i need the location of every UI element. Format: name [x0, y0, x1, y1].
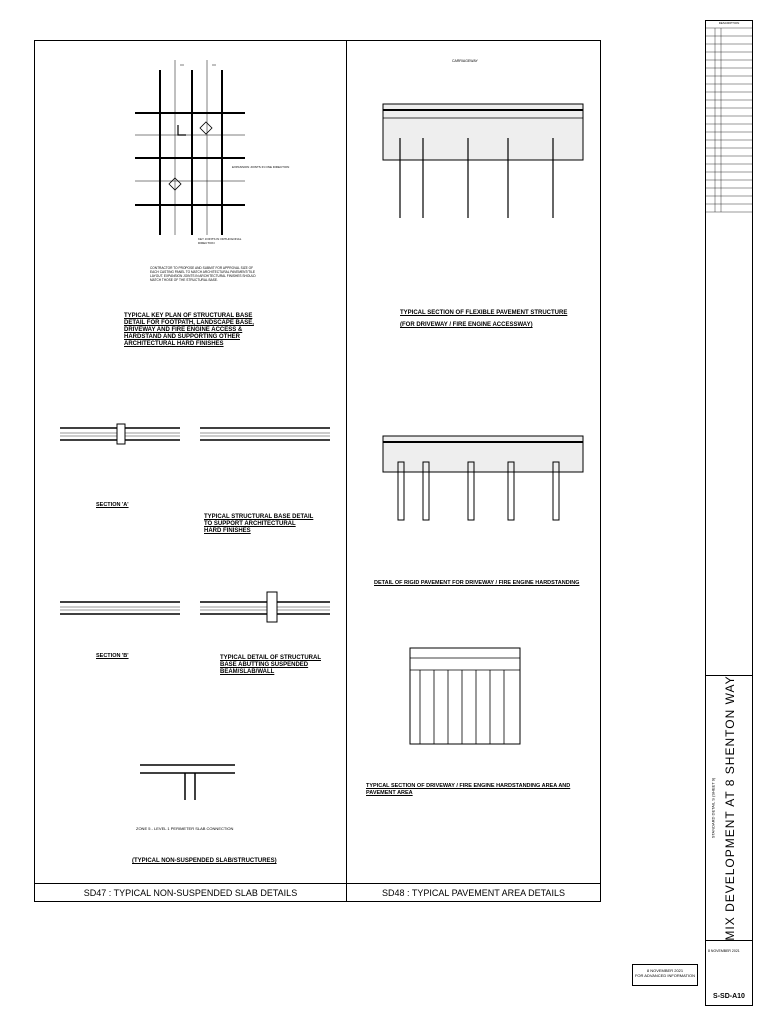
description-header: DESCRIPTION — [718, 21, 740, 25]
section-b-drawing — [55, 590, 335, 640]
zone-title: ZONE 5 - LEVEL 1 PERIMETER SLAB CONNECTION — [136, 826, 234, 831]
non-suspended-title: (TYPICAL NON-SUSPENDED SLAB/STRUCTURES) — [132, 858, 277, 864]
flexible-pavement-title: TYPICAL SECTION OF FLEXIBLE PAVEMENT STRUCTURE — [400, 310, 568, 316]
left-footer-divider — [34, 883, 347, 884]
key-joint-label: KEY JOINTS IN ORTHOGONAL DIRECTION — [198, 237, 242, 245]
key-plan-title: TYPICAL KEY PLAN OF STRUCTURAL BASE DETAIL FOR FOOTPATH, LANDSCAPE BASE, DRIVEWAY AND FIRE ENGINE ACCESS & HARDSTAND AND SUPPORTING OTHER ARCHITECTURAL HARD FINISHES — [124, 313, 254, 347]
carriageway-label: CARRIAGEWAY — [452, 59, 478, 63]
left-panel-footer: SD47 : TYPICAL NON-SUSPENDED SLAB DETAILS — [83, 888, 298, 898]
key-plan-note: CONTRACTOR TO PROPOSE AND SUBMIT FOR APPROVAL SIZE OF EACH CASTING PANEL TO MATCH ARCHITECTURAL PAVEMENT/TILE LAYOUT. EXPANSION JOINTS IN ARCHITECTURAL FINISHES SHOULD MATCH THOSE OF THE STRUCTURAL BASE. — [150, 266, 256, 282]
rigid-pavement-title: DETAIL OF RIGID PAVEMENT FOR DRIVEWAY / FIRE ENGINE HARDSTANDING — [374, 580, 580, 586]
right-panel-footer: SD48 : TYPICAL PAVEMENT AREA DETAILS — [382, 888, 565, 898]
revision-table — [705, 28, 753, 218]
hardstanding-title: TYPICAL SECTION OF DRIVEWAY / FIRE ENGINE HARDSTANDING AREA AND PAVEMENT AREA — [366, 783, 571, 796]
advanced-info-stamp — [632, 964, 698, 986]
project-title-text: MIX DEVELOPMENT AT 8 SHENTON WAY — [723, 675, 737, 941]
rigid-pavement-drawing — [378, 428, 588, 528]
drawing-description-text: STANDARD DETAIL S (SHEET 9) — [710, 777, 716, 839]
stamp-purpose: FOR ADVANCED INFORMATION — [634, 973, 696, 978]
section-a-label: SECTION 'A' — [96, 502, 129, 508]
key-plan-grid — [120, 60, 250, 260]
flexible-pavement-drawing — [378, 98, 588, 228]
base-detail-title: TYPICAL STRUCTURAL BASE DETAIL TO SUPPORT ARCHITECTURAL HARD FINISHES — [204, 514, 314, 534]
section-a-drawing — [55, 400, 335, 470]
drawing-number: S-SD-A10 — [713, 993, 745, 1000]
title-block-date: 8 NOVEMBER 2021 — [708, 949, 740, 953]
flexible-pavement-subtitle: (FOR DRIVEWAY / FIRE ENGINE ACCESSWAY) — [400, 322, 533, 328]
abutting-title: TYPICAL DETAIL OF STRUCTURAL BASE ABUTTING SUSPENDED BEAM/SLAB/WALL — [220, 655, 321, 675]
hardstanding-drawing — [408, 640, 528, 750]
right-footer-divider — [346, 883, 601, 884]
expansion-joint-label: EXPANSION JOINTS IN ONE DIRECTION — [232, 165, 290, 169]
stamp-date: 8 NOVEMBER 2021 — [646, 968, 684, 973]
zone-slab-drawing — [140, 755, 240, 815]
section-b-label: SECTION 'B' — [96, 653, 129, 659]
